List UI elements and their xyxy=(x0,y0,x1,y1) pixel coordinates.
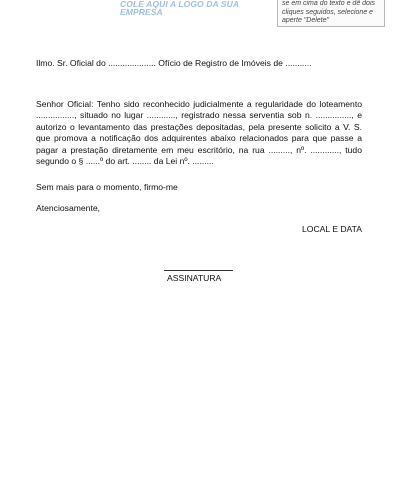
addressee-line: Ilmo. Sr. Oficial do .................... Ofício de Registro de Imóveis de ........... xyxy=(36,58,312,68)
signature-label: ASSINATURA xyxy=(167,273,222,283)
closing-line: Sem mais para o momento, firmo-me xyxy=(36,182,178,192)
signature-line xyxy=(164,270,233,271)
instruction-line: se em cima do texto e dê dois xyxy=(282,0,375,7)
logo-instruction-box xyxy=(277,0,385,27)
instruction-line: cliques seguidos, selecione e xyxy=(282,8,374,16)
logo-placeholder[interactable]: COLE AQUI A LOGO DA SUA EMPRESA xyxy=(120,0,239,17)
regards-line: Atenciosamente, xyxy=(36,203,101,213)
letter-body: Senhor Oficial: Tenho sido reconhecido judicialmente a regularidade do loteamento ................, situado no lugar ............, registrado nessa serventia sob n. ..............., e autorizo o levantamento das prestações depositadas, pela presente solicito a V. S. que promova a notificação dos adquirentes abaixo relacionados para que passe a pagar a prestação diretamente em meu escritório, na rua ........., nº. ............, tudo segundo o § ......º do art. ........ da Lei nº. ......... xyxy=(36,99,362,167)
place-date: LOCAL E DATA xyxy=(301,224,362,234)
instruction-line: aperte "Delete" xyxy=(282,17,329,24)
